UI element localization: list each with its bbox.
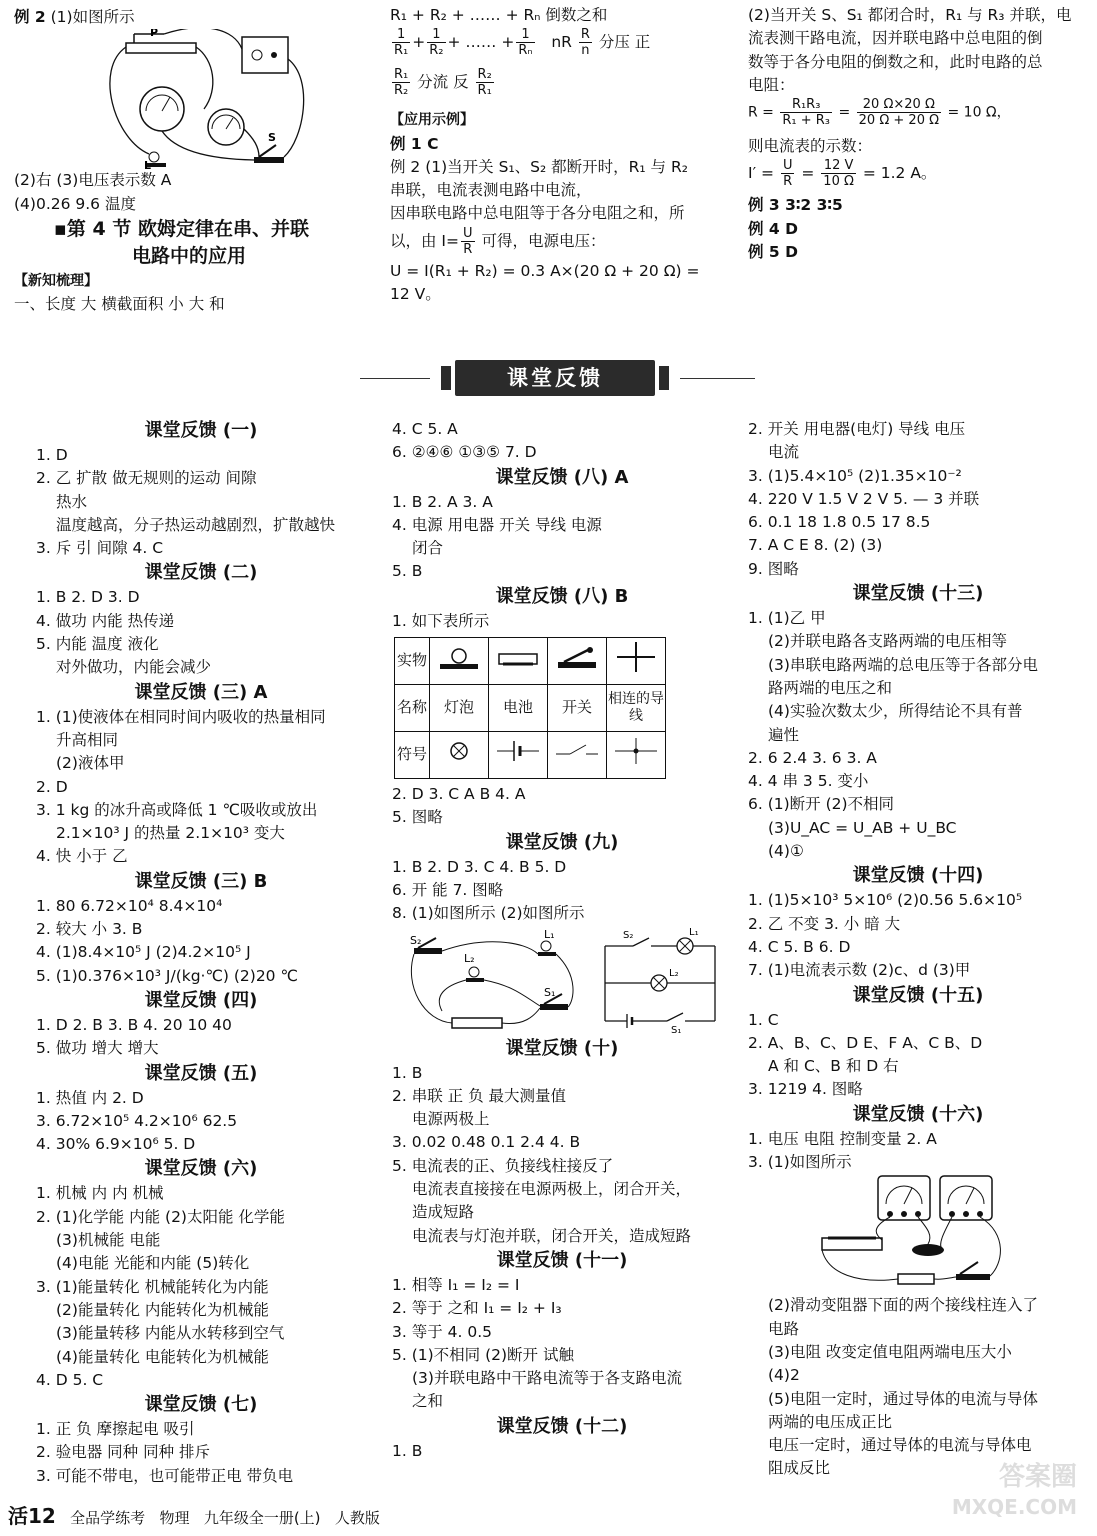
- label-l1: L₁: [544, 927, 555, 941]
- answer-line: 1. B 2. D 3. C 4. B 5. D: [392, 857, 567, 876]
- answer-line: 2. (1)化学能 内能 (2)太阳能 化学能: [36, 1207, 285, 1226]
- subject: 物理: [159, 1509, 190, 1527]
- top-col2: R₁ + R₂ + …… + Rₙ 倒数之和 $\frac{1}{\text{R₁}}$ + $\frac{1}{\text{R₂}}$ + …… + $\frac{1}{\text{Rₙ}}$ nR $\frac{R}{n}$ 分压 正 $\frac{\text{R₁}}{\text{R₂}}$ 分流 反 $\frac{\text{R₂}}{\text{R₁}}$ 【应用示例】 例 1 C 例 2 (1)当开关 S₁、S₂ 都断开时，R₁ 与 R₂ 串联，电流表测电路中电流， 因串联电路中总电阻等于各分电阻之和，所 以，由 I= $\frac{U}{R}$ 可得，电源电压： U = I(R₁ + R₂) = 0.3 A×(20 Ω + 20 Ω) = 12 V。: [390, 4, 735, 306]
- answer-line: 6. (1)断开 (2)不相同: [748, 795, 895, 814]
- table-cell: 相连的导线: [607, 685, 666, 732]
- answer-line: (4)电能 光能和内能 (5)转化: [56, 1254, 250, 1273]
- table-row-header: 符号: [395, 732, 430, 779]
- fraction: $\frac{1}{\text{R₁}}$: [394, 27, 409, 59]
- answer-line: (4)实验次数太少，所得结论不具有普: [768, 702, 1023, 721]
- answer-line: 1. 机械 内 内 机械: [36, 1184, 164, 1203]
- answer-line: 遍性: [768, 725, 800, 744]
- section-title-line1: 第 4 节 欧姆定律在串、并联: [66, 217, 309, 240]
- circuit-figure-physical: [404, 926, 584, 1036]
- answer-line: 电流: [768, 443, 800, 462]
- fraction: $\frac{\text{R₁R₃}}{\text{R₁ + R₃}}$: [782, 97, 831, 129]
- answer-line: 2. 串联 正 负 最大测量值: [392, 1086, 566, 1105]
- battery-image: [489, 638, 548, 685]
- answer-line: (3)能量转移 内能从水转移到空气: [56, 1324, 285, 1343]
- answer-line: 因串联电路中总电阻等于各分电阻之和，所: [390, 204, 685, 223]
- answer-line: 3. 1 kg 的冰升高或降低 1 ℃吸收或放出: [36, 800, 318, 819]
- answer-line: (3)串联电路两端的总电压等于各部分电: [768, 655, 1038, 674]
- label-l: L: [144, 159, 152, 170]
- watermark-line1: 答案圈: [998, 1462, 1077, 1492]
- answer-line: 则电流表的示数：: [748, 137, 873, 156]
- answer-line: (3)机械能 电能: [56, 1231, 161, 1250]
- answer-line: (3)U_AC = U_AB + U_BC: [768, 818, 957, 837]
- answer-line: (2)液体甲: [56, 754, 125, 773]
- answer-line: 1. 相等 I₁ = I₂ = I: [392, 1275, 520, 1294]
- switch-image: [548, 638, 607, 685]
- answer-line: 3. (1)如图所示: [748, 1153, 852, 1172]
- answer-line: (4)①: [768, 842, 804, 861]
- answer-line: 2. 等于 之和 I₁ = I₂ + I₃: [392, 1299, 562, 1318]
- answer-line: 1. 80 6.72×10⁴ 8.4×10⁴: [36, 896, 223, 915]
- answer-line: 1. C: [748, 1010, 779, 1029]
- table-cell: 灯泡: [430, 685, 489, 732]
- feedback-heading: 课堂反馈 (九): [505, 831, 619, 853]
- answer-line: 3. 0.02 0.48 0.1 2.4 4. B: [392, 1133, 581, 1152]
- feedback-heading: 课堂反馈 (八) A: [495, 466, 629, 488]
- fraction: $\frac{20 \Omega\times 20 \Omega}{20 \Omega + 20 \Omega}$: [858, 97, 940, 129]
- answer-line: 8. (1)如图所示 (2)如图所示: [392, 904, 585, 923]
- table-row-header: 实物: [395, 638, 430, 685]
- answer-line: 4. 做功 内能 热传递: [36, 611, 175, 630]
- answer-line: (2)当开关 S、S₁ 都闭合时，R₁ 与 R₃ 并联，电: [748, 6, 1072, 24]
- answer-line: 5. (1)不相同 (2)断开 试触: [392, 1345, 574, 1364]
- answer-line: 电源两极上: [412, 1110, 490, 1129]
- answer-line: A 和 C、B 和 D 右: [768, 1057, 899, 1076]
- series-name: 全品学练考: [70, 1509, 146, 1527]
- answer-line: 6. 开 能 7. 图略: [392, 880, 504, 899]
- answer-line: U = I(R₁ + R₂) = 0.3 A×(20 Ω + 20 Ω) =: [390, 261, 700, 280]
- feedback-heading: 课堂反馈 (十三): [852, 583, 984, 605]
- answer-line: (2)右 (3)电压表示数 A: [14, 171, 172, 190]
- answer-line: 6. ②④⑥ ①③⑤ 7. D: [392, 443, 537, 462]
- answer-line: 3. 1219 4. 图略: [748, 1080, 863, 1099]
- answer-line: 9. 图略: [748, 559, 799, 578]
- fraction: $\frac{1}{\text{R₂}}$: [429, 27, 444, 59]
- example-label: 例 2: [14, 8, 46, 26]
- fraction: $\frac{R}{n}$: [580, 27, 590, 59]
- answer-line: (4)0.26 9.6 温度: [14, 194, 136, 213]
- top-col3: (2)当开关 S、S₁ 都闭合时，R₁ 与 R₃ 并联，电 流表测干路电流，因并联电路中总电阻的倒 数等于各分电阻的倒数之和，此时电路的总 电阻： R = $\frac{\text{R₁R₃}}{\text{R₁ + R₃}}$ = $\frac{20 \Omega\times 20 \Omega}{20 \Omega + 20 \Omega}$ = 10 Ω， 则电流表的示数： I′ = $\frac{U}{R}$ = $\frac{12 V}{10 \Omega}$ = 1.2 A。 例 3 3∶2 3∶5 例 4 D 例 5 D: [748, 4, 1088, 264]
- feedback-heading: 课堂反馈 (三) A: [134, 681, 268, 703]
- answer-line: 1. B 2. D 3. D: [36, 588, 140, 607]
- answer-line: 1. D: [36, 446, 68, 464]
- answer-line: 1. (1)使液体在相同时间内吸收的热量相同: [36, 707, 326, 726]
- answer-line: 数等于各分电阻的倒数之和，此时电路的总: [748, 52, 1043, 71]
- answer-line: 5. 图略: [392, 808, 443, 827]
- table-cell: 电池: [489, 685, 548, 732]
- answer-line: 7. A C E 8. (2) (3): [748, 536, 883, 555]
- answer-line: 例 1 C: [390, 134, 439, 153]
- fraction: $\frac{\text{R₂}}{\text{R₁}}$: [477, 67, 492, 99]
- section-title-line2: 电路中的应用: [132, 244, 247, 267]
- answer-line: 1. D 2. B 3. B 4. 20 10 40: [36, 1015, 232, 1034]
- answer-line: 之和: [412, 1392, 444, 1411]
- answer-line: 造成短路: [412, 1203, 475, 1222]
- page-number: 活12: [8, 1504, 56, 1528]
- fraction: $\frac{U}{R}$: [782, 158, 793, 190]
- fraction: $\frac{\text{R₁}}{\text{R₂}}$: [394, 67, 409, 99]
- answer-line: 3. (1)能量转化 机械能转化为内能: [36, 1277, 269, 1296]
- watermark-line2: MXQE.COM: [951, 1495, 1077, 1519]
- experiment-circuit-figure: [818, 1174, 1068, 1294]
- answer-line: 2. 较大 小 3. B: [36, 920, 143, 939]
- feedback-heading: 课堂反馈 (八) B: [495, 585, 629, 607]
- answer-line: 7. (1)电流表示数 (2)c、d (3)甲: [748, 961, 971, 980]
- answer-line: 两端的电压成正比: [768, 1412, 893, 1431]
- feedback-col3: [748, 418, 1088, 1481]
- feedback-heading: 课堂反馈 (一): [144, 420, 258, 441]
- feedback-heading: 课堂反馈 (十一): [496, 1249, 628, 1271]
- answer-line: 升高相同: [56, 730, 119, 749]
- answer-line: 4. C 5. A: [392, 420, 458, 438]
- answer-line: 2. 乙 扩散 做无规则的运动 间隙: [36, 469, 257, 488]
- answer-line: 例 2 (1)当开关 S₁、S₂ 都断开时，R₁ 与 R₂: [390, 157, 688, 176]
- table-cell: 开关: [548, 685, 607, 732]
- divider: [680, 378, 755, 379]
- answer-line: 5. 内能 温度 液化: [36, 635, 159, 654]
- junction-symbol: [607, 732, 666, 779]
- answer-line: 一、长度 大 横截面积 小 大 和: [14, 295, 225, 314]
- answer-line: 4. 220 V 1.5 V 2 V 5. — 3 并联: [748, 489, 980, 508]
- answer-line: 例 4 D: [748, 219, 798, 238]
- answer-line: 例 3 3∶2 3∶5: [748, 196, 843, 215]
- feedback-heading: 课堂反馈 (四): [144, 989, 258, 1011]
- answer-line: 电流表直接接在电源两极上，闭合开关，: [412, 1180, 692, 1199]
- bulb-image: [430, 638, 489, 685]
- feedback-heading: 课堂反馈 (十二): [496, 1415, 628, 1437]
- answer-line: 例 5 D: [748, 243, 798, 262]
- label-s2: S₂: [410, 933, 422, 947]
- answer-line: 3. 等于 4. 0.5: [392, 1322, 493, 1341]
- answer-line: 5. B: [392, 562, 423, 581]
- answer-line: 4. 电源 用电器 开关 导线 电源: [392, 515, 602, 534]
- answer-line: 12 V。: [390, 285, 441, 304]
- answer-line: (2)并联电路各支路两端的电压相等: [768, 632, 1007, 651]
- fraction: $\frac{U}{R}$: [463, 225, 473, 257]
- circuit-figure: [104, 29, 374, 169]
- label-l1: L₁: [689, 926, 699, 938]
- answer-line: 1. 热值 内 2. D: [36, 1088, 144, 1107]
- answer-line: 4. 30% 6.9×10⁶ 5. D: [36, 1135, 196, 1154]
- switch-symbol: [548, 732, 607, 779]
- answer-line: 热水: [56, 492, 88, 511]
- answer-line: 1. B: [392, 1063, 423, 1082]
- feedback-heading: 课堂反馈 (十四): [852, 865, 984, 887]
- answer-line: 4. C 5. B 6. D: [748, 937, 851, 956]
- answer-line: (4)2: [768, 1366, 800, 1385]
- answer-line: 4. 4 串 3 5. 变小: [748, 772, 869, 791]
- answer-line: 2. A、B、C、D E、F A、C B、D: [748, 1033, 983, 1052]
- answer-line: (3)电阻 改变定值电阻两端电压大小: [768, 1342, 1012, 1361]
- answer-line: 路两端的电压之和: [768, 678, 893, 697]
- feedback-heading: 课堂反馈 (十): [505, 1037, 619, 1059]
- crossed-wires-image: [607, 638, 666, 685]
- answer-line: 4. D 5. C: [36, 1370, 104, 1389]
- feedback-heading: 课堂反馈 (五): [144, 1062, 258, 1084]
- answer-line: 流表测干路电流，因并联电路中总电阻的倒: [748, 29, 1043, 48]
- answer-line: 电压一定时，通过导体的电流与导体电: [768, 1436, 1032, 1455]
- feedback-heading: 课堂反馈 (十五): [852, 984, 984, 1006]
- lamp-symbol: [430, 732, 489, 779]
- answer-line: 电流表与灯泡并联，闭合开关，造成短路: [412, 1226, 692, 1245]
- grade: 九年级全一册(上): [203, 1509, 321, 1527]
- feedback-heading: 课堂反馈 (六): [144, 1158, 258, 1180]
- answer-line: (2)滑动变阻器下面的两个接线柱连入了: [768, 1296, 1038, 1315]
- feedback-col2: [392, 418, 732, 1463]
- answer-line: (4)能量转化 电能转化为机械能: [56, 1347, 269, 1366]
- answer-line: 1. 电压 电阻 控制变量 2. A: [748, 1129, 937, 1148]
- answer-line: 2.1×10³ J 的热量 2.1×10³ 变大: [56, 824, 285, 843]
- answer-line: 1. (1)乙 甲: [748, 609, 826, 628]
- answer-line: (2)能量转化 内能转化为机械能: [56, 1300, 269, 1319]
- banner-title: 课堂反馈: [455, 360, 655, 396]
- feedback-col1: [36, 418, 366, 1488]
- answer-line: (3)并联电路中干路电流等于各支路电流: [412, 1369, 682, 1388]
- answer-line: 3. (1)5.4×10⁵ (2)1.35×10⁻²: [748, 466, 962, 485]
- label-s2: S₂: [623, 929, 634, 941]
- feedback-heading: 课堂反馈 (三) B: [134, 870, 268, 892]
- table-row-header: 名称: [395, 685, 430, 732]
- circuit-diagram-schematic: [597, 926, 722, 1036]
- answer-line: 4. (1)8.4×10⁵ J (2)4.2×10⁵ J: [36, 943, 251, 962]
- application-label: 【应用示例】: [390, 112, 474, 129]
- answer-line: 2. D 3. C A B 4. A: [392, 785, 526, 804]
- answer-line: (5)电阻一定时，通过导体的电流与导体: [768, 1389, 1038, 1408]
- answer-line: 温度越高，分子热运动越剧烈，扩散越快: [56, 515, 336, 534]
- answer-line: 对外做功，内能会减少: [56, 658, 212, 677]
- edition: 人教版: [334, 1509, 380, 1527]
- answer-line: 阻成反比: [768, 1459, 831, 1478]
- answer-line: 闭合: [412, 539, 444, 558]
- answer-line: 2. D: [36, 777, 68, 796]
- answer-line: 3. 6.72×10⁵ 4.2×10⁶ 62.5: [36, 1111, 238, 1130]
- answer-line: 串联，电流表测电路中电流，: [390, 181, 592, 200]
- answer-line: 5. 做功 增大 增大: [36, 1039, 159, 1058]
- divider: [360, 378, 430, 379]
- answer-line: 5. (1)0.376×10³ J/(kg·℃) (2)20 ℃: [36, 966, 298, 985]
- answer-line: 3. 可能不带电，也可能带正电 带负电: [36, 1466, 294, 1485]
- answer-line: 4. 快 小于 乙: [36, 847, 128, 866]
- watermark: [897, 1462, 1077, 1530]
- section-marker: ▪: [54, 217, 67, 240]
- label-l2: L₂: [669, 967, 679, 979]
- label-s: S: [268, 131, 276, 145]
- fraction: $\frac{1}{\text{Rₙ}}$: [518, 27, 533, 59]
- feedback-heading: 课堂反馈 (二): [144, 562, 258, 584]
- label-s1: S₁: [544, 985, 556, 999]
- label-s1: S₁: [671, 1024, 682, 1036]
- battery-symbol: [489, 732, 548, 779]
- answer-line: R₁ + R₂ + …… + Rₙ 倒数之和: [390, 6, 608, 24]
- answer-line: 1. 如下表所示: [392, 611, 490, 630]
- answer-line: 2. 验电器 同种 同种 排斥: [36, 1443, 210, 1462]
- answer-line: 1. 正 负 摩擦起电 吸引: [36, 1420, 195, 1439]
- answer-line: 1. B 2. A 3. A: [392, 492, 493, 511]
- top-col1: [14, 6, 354, 316]
- example-text: (1)如图所示: [50, 8, 135, 26]
- section-banner: [360, 360, 755, 396]
- answer-line: 6. 0.1 18 1.8 0.5 17 8.5: [748, 513, 931, 532]
- answer-line: 2. 开关 用电器(电灯) 导线 电压: [748, 420, 966, 438]
- label-p: P: [150, 29, 159, 40]
- answer-line: 电阻：: [748, 75, 795, 94]
- answer-line: 2. 乙 不变 3. 小 暗 大: [748, 914, 901, 933]
- answer-line: 5. 电流表的正、负接线柱接反了: [392, 1156, 614, 1175]
- label-l2: L₂: [464, 951, 475, 965]
- answer-line: 电路: [768, 1319, 800, 1338]
- answer-line: 2. 6 2.4 3. 6 3. A: [748, 748, 877, 767]
- fraction: $\frac{12 V}{10 \Omega}$: [823, 158, 854, 190]
- answer-line: 3. 斥 引 间隙 4. C: [36, 539, 164, 558]
- feedback-heading: 课堂反馈 (七): [144, 1394, 258, 1416]
- answer-line: 1. B: [392, 1441, 423, 1460]
- component-table: [394, 637, 666, 779]
- answer-line: 1. (1)5×10³ 5×10⁶ (2)0.56 5.6×10⁵: [748, 891, 1023, 910]
- new-knowledge-label: 【新知梳理】: [14, 272, 98, 289]
- feedback-heading: 课堂反馈 (十六): [852, 1103, 984, 1125]
- page-footer: [8, 1500, 380, 1529]
